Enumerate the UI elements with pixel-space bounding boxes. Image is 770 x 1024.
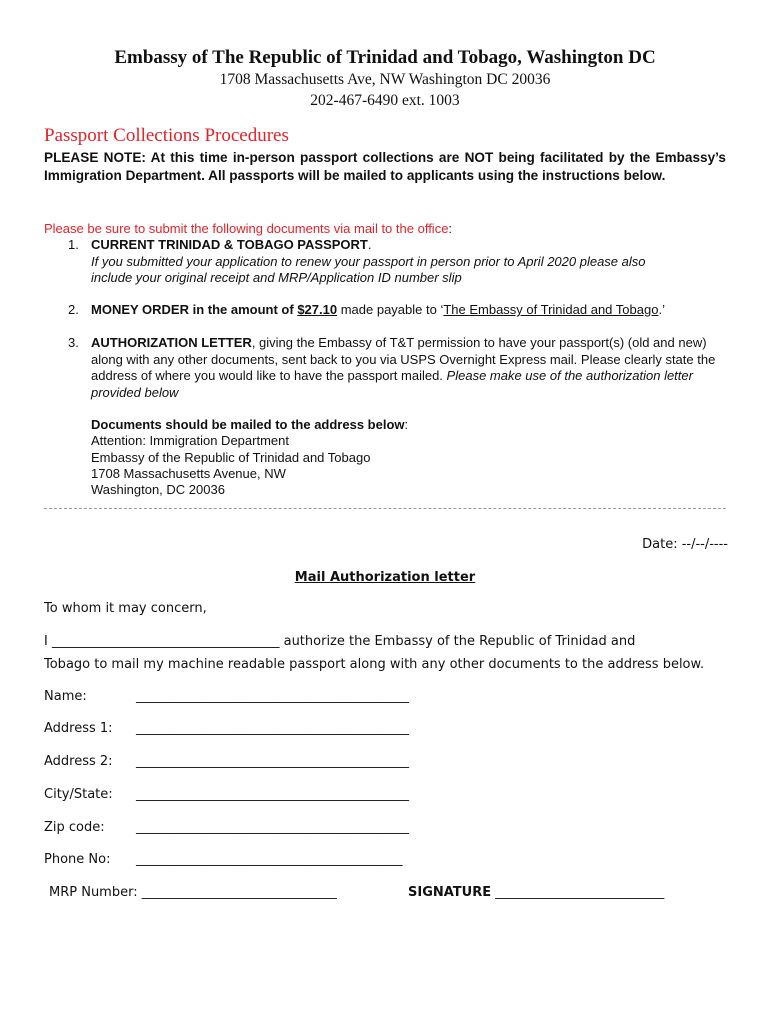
mailing-line: Embassy of the Republic of Trinidad and Tobago xyxy=(91,449,371,465)
field-label: Address 1: xyxy=(44,721,113,736)
item-text: made payable to ‘ xyxy=(337,302,444,317)
signature-label: SIGNATURE xyxy=(408,885,492,900)
letter-title: Mail Authorization letter xyxy=(294,570,476,585)
section-title: Passport Collections Procedures xyxy=(44,125,289,146)
field-blank-line[interactable]: __________________________________________ xyxy=(136,721,409,736)
mailing-heading: Documents should be mailed to the address below xyxy=(91,417,405,432)
instructions-lead-text: Please be sure to submit the following documents via mail to the office xyxy=(44,221,449,236)
item-italic-text: Please make use of the authorization letter provided below xyxy=(91,368,693,400)
list-number: 1. xyxy=(68,237,79,252)
zip-code-field[interactable] xyxy=(44,820,484,840)
field-blank-line[interactable]: _________________________________________ xyxy=(136,852,403,867)
mailing-line: Washington, DC 20036 xyxy=(91,482,225,498)
field-blank-line[interactable]: __________________________________________ xyxy=(136,754,409,769)
city-state-field[interactable] xyxy=(44,787,484,807)
mrp-label: MRP Number: xyxy=(49,885,142,900)
authorize-line-2: Tobago to mail my machine readable passport along with any other documents to the address below. xyxy=(44,657,705,672)
field-label: Phone No: xyxy=(44,852,111,867)
phone-number-field[interactable] xyxy=(44,852,484,872)
signature-field[interactable] xyxy=(408,885,664,900)
item-text-end: .’ xyxy=(658,302,665,317)
field-blank-line[interactable]: __________________________________________ xyxy=(136,787,409,802)
letter-date: Date: --/--/---- xyxy=(642,537,728,552)
name-field[interactable] xyxy=(44,689,484,709)
instructions-lead-colon: : xyxy=(448,221,453,236)
mailing-heading-colon: : xyxy=(404,417,409,432)
item-text: , giving the Embassy of T&T permission to have your passport(s) (old and new) along with any other documents, sent back to you via USPS Overnight Express mail. Please clearly state the address of where you would like to have the passport mailed. xyxy=(91,335,716,383)
item-note-line-1: If you submitted your application to renew your passport in person prior to April 2020 please also xyxy=(91,253,646,269)
item-title: CURRENT TRINIDAD & TOBAGO PASSPORT xyxy=(91,237,368,252)
item-title: MONEY ORDER in the amount of xyxy=(91,302,298,317)
mrp-number-field[interactable] xyxy=(49,885,337,900)
notice-paragraph: PLEASE NOTE: At this time in-person passport collections are NOT being facilitated by the Embassy’s Immigration Department. All passports will be mailed to applicants using the instructions below. xyxy=(44,150,726,183)
embassy-phone: 202-467-6490 ext. 1003 xyxy=(310,92,460,109)
mailing-address-block xyxy=(91,417,408,498)
instructions-lead xyxy=(44,221,452,236)
list-item-body xyxy=(91,335,721,401)
item-title: AUTHORIZATION LETTER xyxy=(91,335,252,350)
item-note-line-2: include your original receipt and MRP/Application ID number slip xyxy=(91,270,462,285)
authorize-line-1: I ___________________________________ authorize the Embassy of the Republic of Trinidad and xyxy=(44,634,636,649)
field-blank-line[interactable]: __________________________________________ xyxy=(136,820,409,835)
list-number: 3. xyxy=(68,335,79,350)
mrp-blank-line[interactable]: ______________________________ xyxy=(141,885,337,900)
list-number: 2. xyxy=(68,302,79,317)
signature-blank-line[interactable]: __________________________ xyxy=(491,885,665,900)
section-divider xyxy=(44,508,726,509)
payee-name: The Embassy of Trinidad and Tobago xyxy=(443,302,659,317)
list-item-body xyxy=(91,302,721,319)
letter-greeting: To whom it may concern, xyxy=(44,601,207,616)
address-1-field[interactable] xyxy=(44,721,484,741)
mailing-line: 1708 Massachusetts Avenue, NW xyxy=(91,465,286,481)
field-label: City/State: xyxy=(44,787,113,802)
money-order-amount: $27.10 xyxy=(297,302,338,317)
address-2-field[interactable] xyxy=(44,754,484,774)
field-label: Zip code: xyxy=(44,820,105,835)
field-label: Address 2: xyxy=(44,754,113,769)
field-blank-line[interactable]: __________________________________________ xyxy=(136,689,409,704)
field-label: Name: xyxy=(44,689,87,704)
mailing-line: Attention: Immigration Department xyxy=(91,433,289,449)
embassy-title: Embassy of The Republic of Trinidad and Tobago, Washington DC xyxy=(114,47,656,68)
embassy-address: 1708 Massachusetts Ave, NW Washington DC 20036 xyxy=(219,71,551,88)
item-title-period: . xyxy=(367,237,372,252)
list-item-body xyxy=(91,237,721,287)
